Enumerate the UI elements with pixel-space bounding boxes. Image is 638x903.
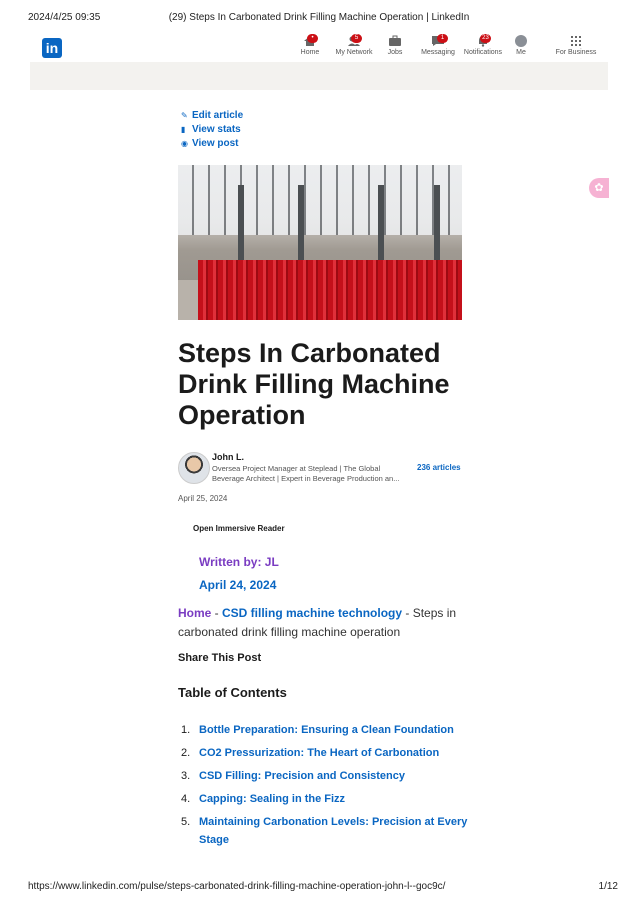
nav-notifications-badge: 23 — [480, 34, 491, 43]
toc-item — [178, 790, 468, 808]
toc-link[interactable]: Bottle Preparation: Ensuring a Clean Foundation — [199, 724, 454, 736]
author-headline: Oversea Project Manager at Steplead | The Global Beverage Architect | Expert in Beverage Production an... — [212, 464, 400, 483]
people-icon — [347, 35, 361, 47]
table-of-contents — [178, 721, 468, 854]
nav-messaging-label: Messaging — [421, 49, 455, 56]
toc-number: 5. — [181, 816, 191, 828]
bell-icon — [476, 35, 490, 47]
breadcrumb-home-link[interactable]: Home — [178, 606, 212, 620]
gift-icon: ✿ — [594, 182, 604, 194]
nav-for-business[interactable] — [550, 32, 602, 56]
print-page-title: (29) Steps In Carbonated Drink Filling Machine Operation | LinkedIn — [168, 12, 470, 23]
nav-home-badge: • — [307, 34, 318, 43]
toc-number: 3. — [181, 770, 191, 782]
view-stats-link[interactable] — [181, 123, 243, 137]
toc-link[interactable]: Maintaining Carbonation Levels: Precision at Every Stage — [199, 816, 468, 846]
nav-my-network-label: My Network — [335, 49, 373, 56]
breadcrumb-category-link[interactable]: CSD filling machine technology — [222, 606, 403, 620]
breadcrumb-current: - Steps in carbonated drink filling machine operation — [178, 606, 457, 639]
nav-home[interactable] — [292, 32, 328, 56]
nav-my-network-badge: 5 — [351, 34, 362, 43]
edit-article-link[interactable] — [181, 109, 243, 123]
message-icon — [431, 35, 445, 47]
toc-number: 4. — [181, 793, 191, 805]
breadcrumb-separator: - — [211, 606, 223, 620]
toc-heading: Table of Contents — [178, 685, 287, 700]
linkedin-logo[interactable]: in — [42, 38, 62, 58]
top-navigation — [30, 32, 608, 62]
print-header — [0, 12, 638, 26]
author-avatar[interactable] — [178, 452, 210, 484]
nav-messaging-badge: 1 — [437, 34, 448, 43]
author-name[interactable]: John L. — [212, 452, 244, 462]
toc-link[interactable]: Capping: Sealing in the Fizz — [199, 793, 346, 805]
briefcase-icon — [388, 35, 402, 47]
hero-image — [178, 165, 462, 320]
toc-number: 1. — [181, 724, 191, 736]
toc-link[interactable]: CO2 Pressurization: The Heart of Carbonation — [199, 747, 440, 759]
pencil-icon: ✎ — [181, 111, 188, 120]
nav-my-network[interactable] — [330, 32, 378, 56]
written-by: Written by: JL — [199, 555, 279, 569]
nav-me-label: Me — [516, 49, 526, 56]
print-datetime: 2024/4/25 09:35 — [28, 12, 101, 23]
grid-icon — [569, 35, 583, 47]
nav-notifications[interactable] — [460, 32, 506, 56]
toc-item — [178, 767, 468, 785]
nav-jobs[interactable] — [382, 32, 408, 56]
view-post-link[interactable] — [181, 137, 243, 151]
share-heading: Share This Post — [178, 652, 262, 664]
written-date: April 24, 2024 — [199, 578, 277, 592]
toc-item — [178, 721, 468, 739]
view-post-label: View post — [192, 138, 239, 149]
toc-item — [178, 744, 468, 762]
nav-notifications-label: Notifications — [463, 49, 503, 56]
edit-article-label: Edit article — [192, 110, 244, 121]
toc-link[interactable]: CSD Filling: Precision and Consistency — [199, 770, 405, 782]
author-articles-link[interactable]: 236 articles — [417, 463, 461, 472]
nav-me[interactable] — [510, 32, 532, 56]
bar-chart-icon: ▮ — [181, 125, 186, 134]
breadcrumb — [178, 604, 468, 642]
floating-gift-button[interactable] — [589, 178, 609, 198]
article-title: Steps In Carbonated Drink Filling Machine Operation — [178, 338, 450, 430]
me-avatar-icon — [515, 35, 527, 47]
eye-icon: ◉ — [181, 139, 188, 148]
nav-for-business-label: For Business — [555, 49, 597, 56]
hero-bottles — [198, 260, 462, 320]
print-page-number: 1/12 — [598, 881, 618, 892]
nav-home-label: Home — [300, 49, 320, 56]
article-actions — [181, 109, 243, 151]
print-footer — [0, 881, 638, 895]
view-stats-label: View stats — [192, 124, 241, 135]
print-url: https://www.linkedin.com/pulse/steps-carbonated-drink-filling-machine-operation-john-l--goc9c/ — [28, 881, 446, 892]
immersive-reader-button[interactable]: Open Immersive Reader — [193, 524, 285, 533]
header-banner — [30, 62, 608, 90]
hero-roof — [178, 165, 462, 235]
published-date: April 25, 2024 — [178, 494, 228, 503]
toc-number: 2. — [181, 747, 191, 759]
nav-messaging[interactable] — [418, 32, 458, 56]
nav-jobs-label: Jobs — [387, 49, 403, 56]
toc-item — [178, 813, 468, 849]
home-icon — [303, 35, 317, 47]
